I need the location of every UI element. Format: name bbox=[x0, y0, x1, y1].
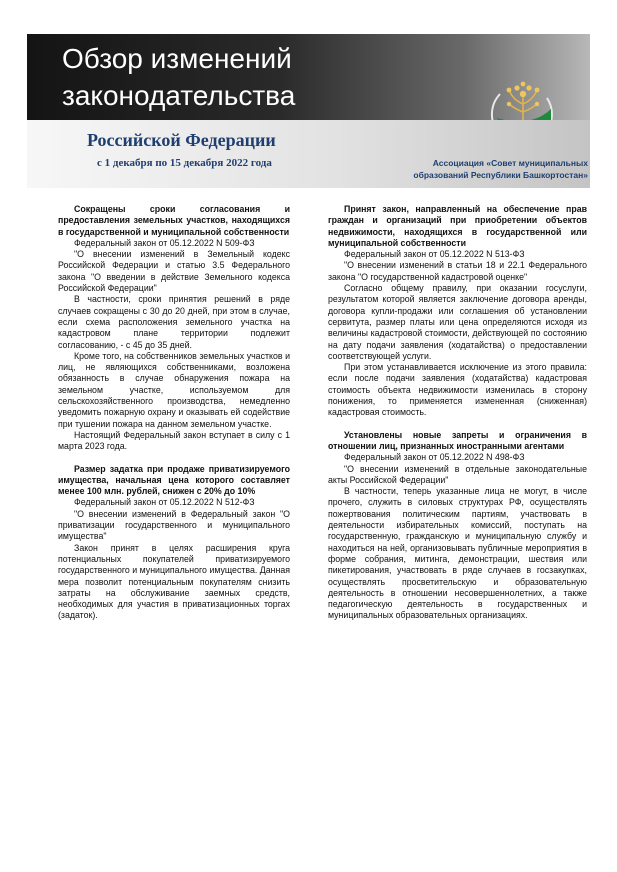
law-title: "О внесении изменений в Федеральный закон "О приватизации государственного и муниципального имущества" bbox=[58, 508, 290, 542]
right-column bbox=[328, 204, 587, 622]
law-title: "О внесении изменений в отдельные законодательные акты Российской Федерации" bbox=[328, 463, 587, 485]
header-subtitle-band bbox=[27, 120, 590, 188]
header-banner bbox=[27, 34, 590, 120]
association-line-2: образований Республики Башкортостан» bbox=[413, 170, 588, 180]
article-paragraph: Закон принят в целях расширения круга потенциальных покупателей приватизируемого государственного и муниципального имущества. Данная мера позволит потенциальным покупателям снизить затраты на обслуживание заемных средств, необходимых для участия в приватизационных торгах (задаток). bbox=[58, 542, 290, 621]
law-reference: Федеральный закон от 05.12.2022 N 509-ФЗ bbox=[74, 237, 255, 248]
article-paragraph: Согласно общему правилу, при оказании госуслуги, результатом которой является заключение договора аренды, договора купли-продажи или соглашения об установлении сервитута, размер платы или цена определяются исходя из величины кадастровой стоимости, действующей по состоянию на дату подачи заявления (ходатайства) о предоставлении соответствующей услуги. bbox=[328, 283, 587, 361]
title-line-1: Обзор изменений bbox=[62, 43, 292, 74]
article-paragraph: Настоящий Федеральный закон вступает в силу с 1 марта 2023 года. bbox=[58, 429, 290, 452]
article-heading: Принят закон, направленный на обеспечение прав граждан и организаций при приобретении объектов недвижимости, находящихся в государственной или муниципальной собственности bbox=[328, 204, 587, 248]
association-line-1: Ассоциация «Совет муниципальных bbox=[432, 158, 588, 168]
left-column bbox=[58, 204, 290, 622]
law-reference: Федеральный закон от 05.12.2022 N 513-ФЗ bbox=[344, 249, 525, 260]
article-heading: Размер задатка при продаже приватизируемого имущества, начальная цена которого составляет менее 100 млн. рублей, снижен с 20% до 10% bbox=[58, 463, 290, 497]
article-heading: Установлены новые запреты и ограничения в отношении лиц, признанных иностранными агентами bbox=[328, 429, 587, 451]
association-name bbox=[358, 157, 588, 181]
header-subtitle: Российской Федерации bbox=[87, 130, 276, 150]
article-paragraph: При этом устанавливается исключение из этого правила: если после подачи заявления (ходатайства) кадастровая стоимость объекта недвижимости изменилась в сторону понижения, то применяется измененная (сниженная) кадастровая стоимость. bbox=[328, 362, 587, 418]
article-paragraph: Кроме того, на собственников земельных участков и лиц, не являющихся собственниками, возложена обязанность в случае обнаружения пожара на земельном участке, используемом для сельскохозяйственного производства, немедленно уведомить пожарную охрану и оказывать ей содействие при тушении пожара на данном земельном участке. bbox=[58, 350, 290, 429]
article-paragraph: В частности, теперь указанные лица не могут, в числе прочего, служить в силовых структурах РФ, осуществлять пожертвования политическим партиям, участвовать в деятельности избирательных комиссий, поступать на государственную, гражданскую и муниципальную службу и находиться на ней, организовывать публичные мероприятия в форме собрания, митинга, демонстрации, шествия или пикетирования, участвовать в ряде случаев в госзакупках, осуществлять просветительскую и образовательную деятельность в отношении несовершеннолетних, а также педагогическую деятельность в государственных и муниципальных образовательных организациях. bbox=[328, 486, 587, 621]
page-title bbox=[62, 40, 295, 114]
period-dates: с 1 декабря по 15 декабря 2022 года bbox=[97, 157, 272, 169]
article-heading: Сокращены сроки согласования и предоставления земельных участков, находящихся в государственной и муниципальной собственности bbox=[58, 204, 290, 237]
article-paragraph: В частности, сроки принятия решений в ряде случаев сокращены с 30 до 20 дней, при этом в случае, если схема расположения земельного участка на кадастровом плане территории подлежит согласованию, - с 45 до 35 дней. bbox=[58, 294, 290, 350]
title-line-2: законодательства bbox=[62, 80, 296, 111]
law-title: "О внесении изменений в Земельный кодекс Российской Федерации и статью 3.5 Федерального закона "О введении в действие Земельного кодекса Российской Федерации" bbox=[58, 249, 290, 294]
law-reference: Федеральный закон от 05.12.2022 N 512-ФЗ bbox=[74, 497, 255, 508]
law-title: "О внесении изменений в статьи 18 и 22.1 Федерального закона "О государственной кадастровой оценке" bbox=[328, 260, 587, 282]
law-reference: Федеральный закон от 05.12.2022 N 498-ФЗ bbox=[344, 452, 525, 463]
